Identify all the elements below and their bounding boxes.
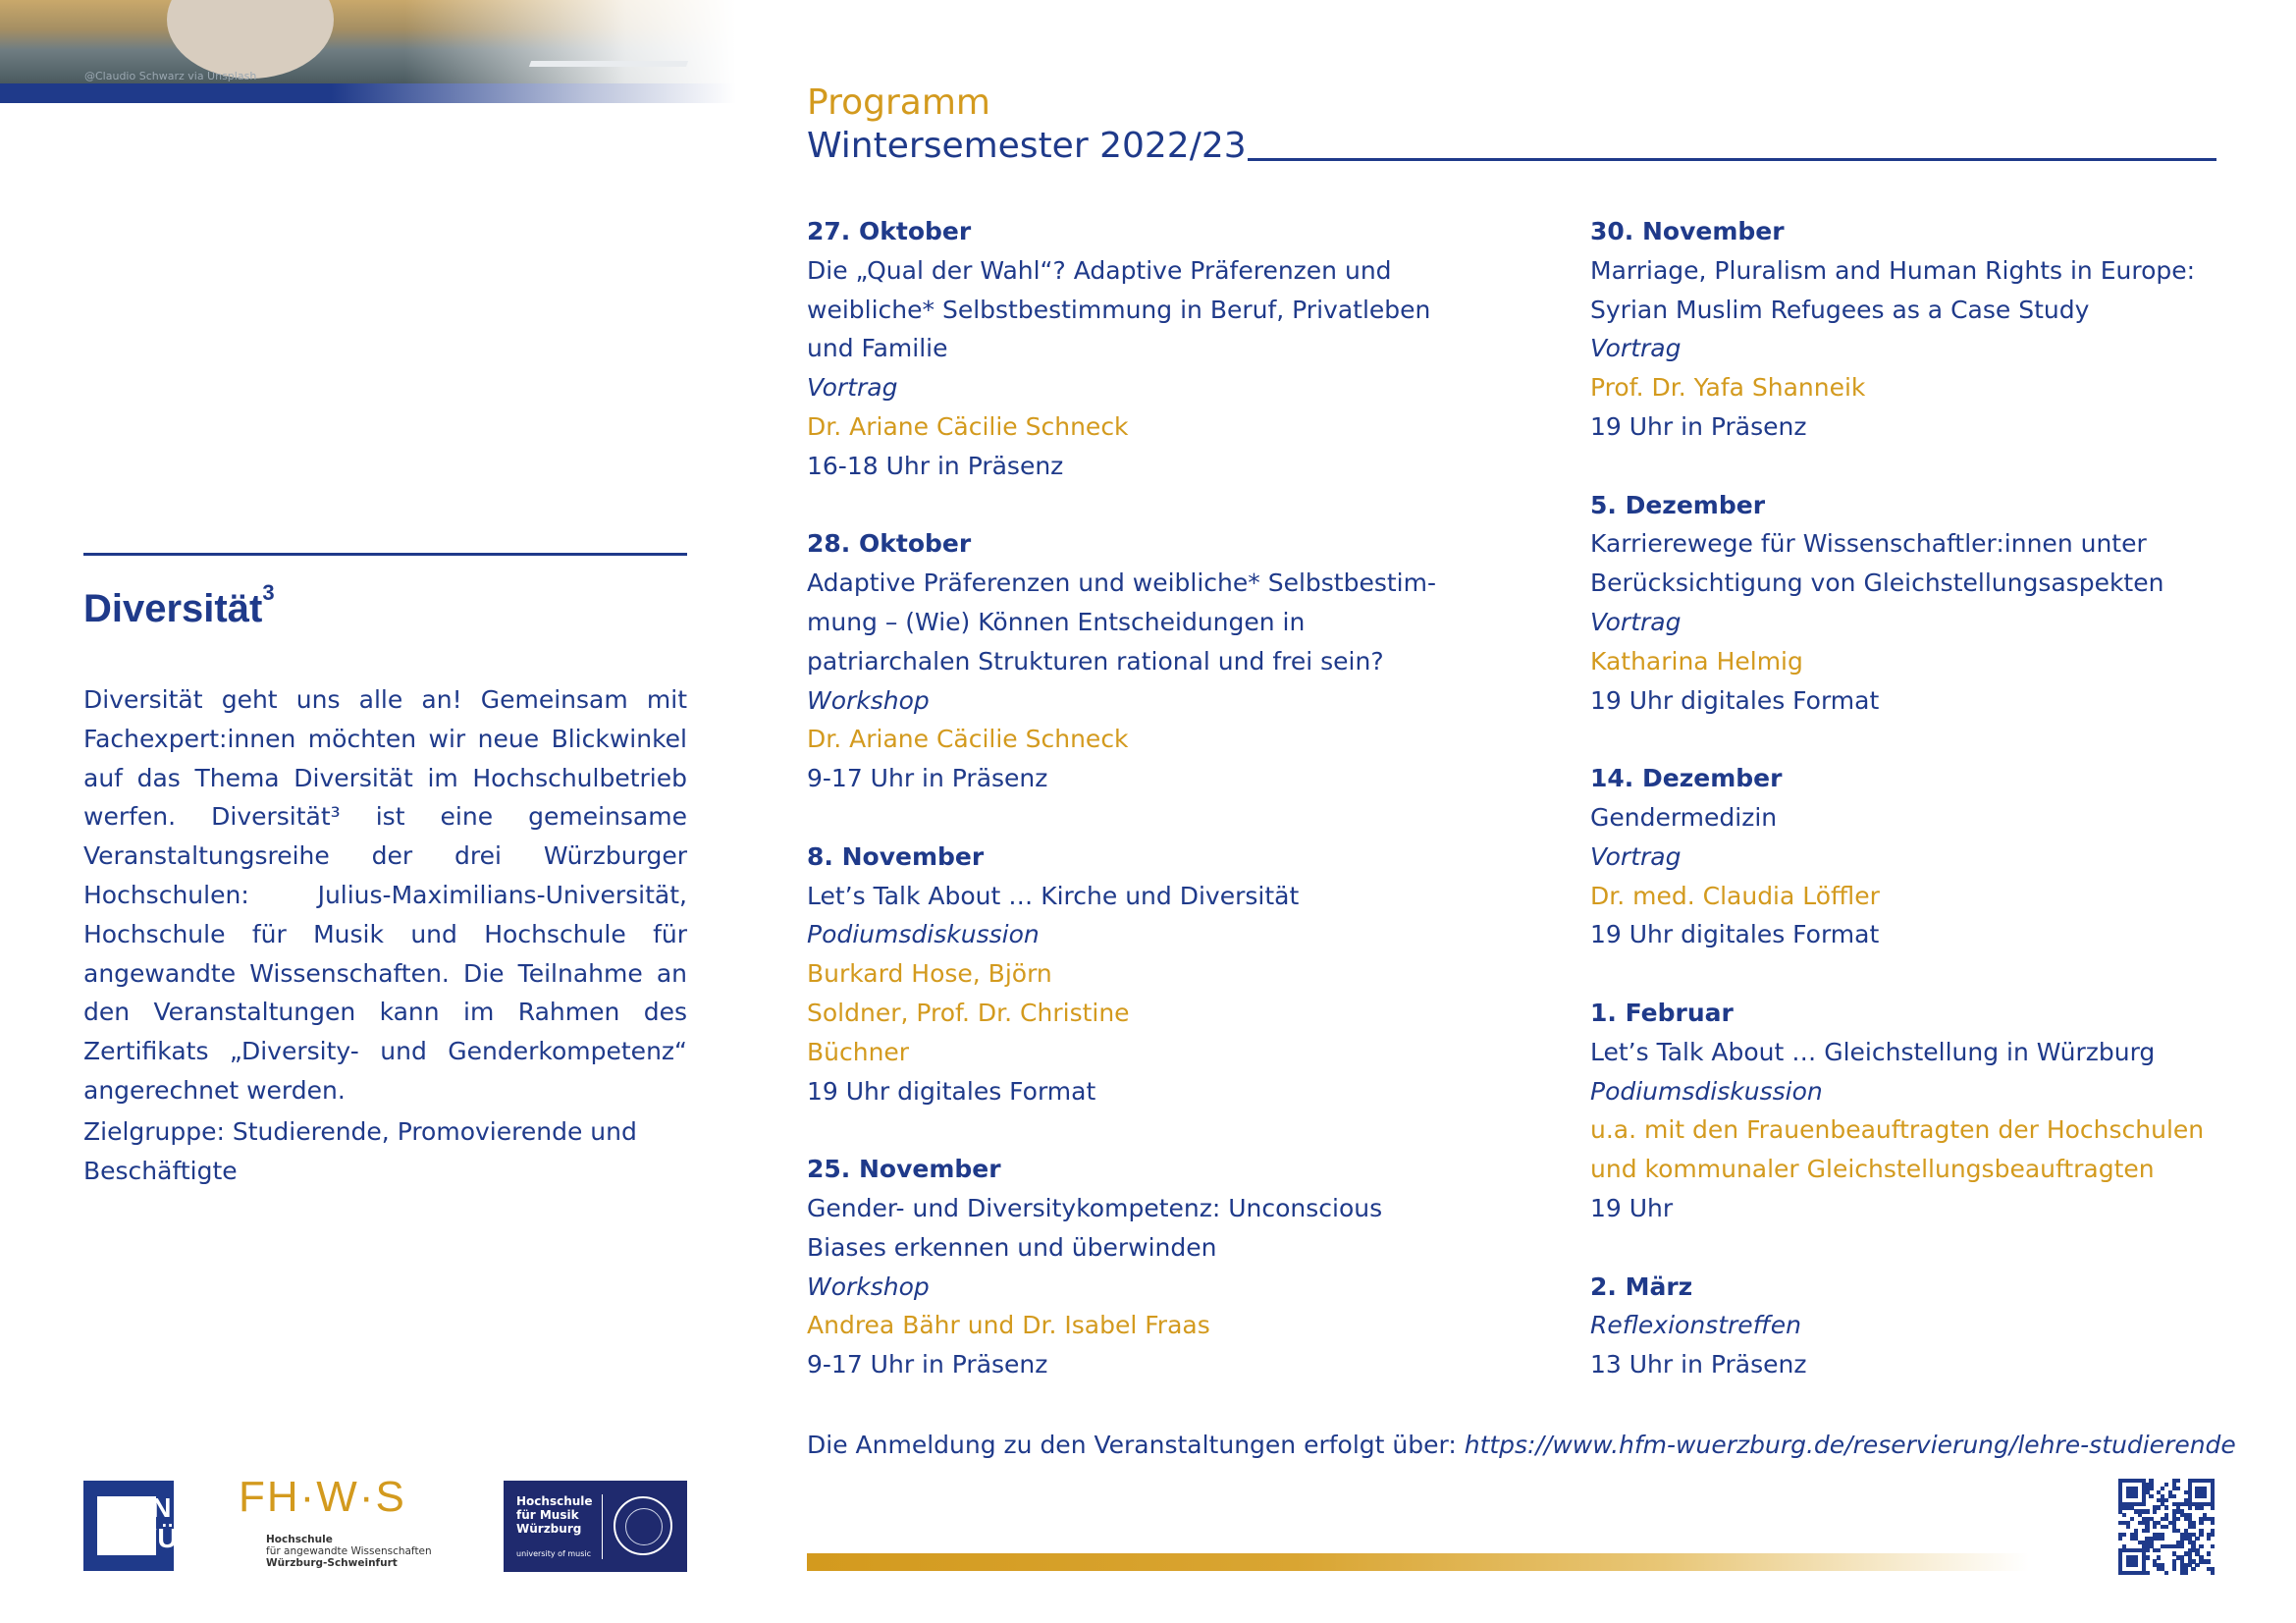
- qr-module: [2157, 1505, 2161, 1509]
- fhws-logo-mark: FH·W·S: [239, 1473, 406, 1521]
- qr-module: [2191, 1567, 2195, 1571]
- qr-module: [2188, 1505, 2192, 1509]
- event-time: 19 Uhr digitales Format: [1590, 920, 1880, 949]
- qr-module: [2157, 1548, 2161, 1552]
- qr-module: [2207, 1537, 2211, 1541]
- event-type: Workshop: [807, 1271, 930, 1301]
- event-speaker: Andrea Bähr und Dr. Isabel Fraas: [807, 1311, 1210, 1340]
- event-type: Reflexionstreffen: [1590, 1311, 1801, 1340]
- event-date: 2. März: [1590, 1271, 1693, 1301]
- event-time: 19 Uhr digitales Format: [1590, 685, 1880, 715]
- event-item: [807, 212, 1445, 486]
- qr-module: [2176, 1487, 2180, 1490]
- qr-module: [2164, 1571, 2168, 1575]
- header-photo: [0, 0, 736, 83]
- event-speaker: Katharina Helmig: [1590, 646, 1803, 676]
- qr-module: [2145, 1529, 2149, 1533]
- event-title: Gendermedizin: [1590, 802, 1778, 832]
- qr-module: [2145, 1571, 2149, 1575]
- qr-module: [2164, 1483, 2168, 1487]
- fhws-logo: [239, 1473, 445, 1576]
- event-time: 19 Uhr in Präsenz: [1590, 411, 1807, 441]
- qr-module: [2211, 1544, 2215, 1548]
- event-date: 27. Oktober: [807, 217, 972, 245]
- fhws-line-1: Hochschule: [266, 1534, 333, 1545]
- event-date: 5. Dezember: [1590, 490, 1766, 519]
- qr-module: [2195, 1537, 2199, 1541]
- program-title: Programm: [807, 82, 990, 123]
- event-item: [1590, 994, 2218, 1228]
- fhws-line-3: Würzburg-Schweinfurt: [266, 1557, 398, 1569]
- event-date: 28. Oktober: [807, 529, 972, 559]
- event-type: Vortrag: [1590, 334, 1682, 363]
- qr-module: [2122, 1513, 2126, 1517]
- event-title: Let’s Talk About … Gleichstellung in Würzburg: [1590, 1037, 2156, 1066]
- event-title: Adaptive Präferenzen und weibliche* Selbstbestimmung – (Wie) Können Entscheidungen in patriarchalen Strukturen rational und frei sein?: [807, 568, 1437, 676]
- event-date: 30. November: [1590, 217, 1785, 245]
- qr-module: [2145, 1555, 2149, 1559]
- left-divider: [83, 553, 687, 556]
- qr-module: [2149, 1494, 2153, 1498]
- qr-module: [2126, 1525, 2130, 1529]
- photo-credit: @Claudio Schwarz via Unsplash: [84, 70, 257, 82]
- event-date: 25. November: [807, 1155, 1001, 1184]
- qr-module: [2184, 1571, 2188, 1575]
- registration-text: Die Anmeldung zu den Veranstaltungen erfolgt über:: [807, 1431, 1465, 1459]
- diversity-title-text: Diversität: [83, 587, 263, 630]
- event-item: [1590, 1268, 2218, 1384]
- registration-link[interactable]: https://www.hfm-wuerzburg.de/reservierung/lehre-studierende: [1464, 1431, 2236, 1459]
- event-time: 19 Uhr digitales Format: [807, 1076, 1096, 1106]
- event-title: Gender- und Diversitykompetenz: Unconscious Biases erkennen und überwinden: [807, 1193, 1383, 1262]
- qr-module: [2211, 1571, 2215, 1575]
- qr-module: [2211, 1533, 2215, 1537]
- event-item: [1590, 212, 2218, 447]
- event-item: [1590, 759, 2218, 954]
- qr-code-icon[interactable]: [2118, 1479, 2215, 1575]
- hfm-seal-icon: [614, 1496, 672, 1555]
- event-time: 9-17 Uhr in Präsenz: [807, 764, 1048, 793]
- qr-module: [2161, 1487, 2164, 1490]
- qr-module: [2157, 1555, 2161, 1559]
- qr-module: [2199, 1505, 2203, 1509]
- event-title: Marriage, Pluralism and Human Rights in Europe: Syrian Muslim Refugees as a Case Study: [1590, 255, 2196, 324]
- qr-module: [2149, 1487, 2153, 1490]
- hfm-line-1: Hochschule: [516, 1494, 593, 1508]
- qr-module: [2142, 1502, 2146, 1506]
- photo-road-stripe: [529, 61, 688, 67]
- qr-module: [2161, 1537, 2164, 1541]
- qr-module: [2211, 1505, 2215, 1509]
- event-item: [807, 838, 1445, 1111]
- event-type: Vortrag: [1590, 841, 1682, 871]
- uni-wuerzburg-logo: [83, 1481, 182, 1571]
- footer-gold-bar: [807, 1553, 2029, 1571]
- qr-module: [2191, 1525, 2195, 1529]
- program-divider: [1248, 158, 2216, 161]
- diversity-title-superscript: 3: [262, 579, 275, 605]
- qr-module: [2164, 1498, 2168, 1502]
- event-time: 13 Uhr in Präsenz: [1590, 1350, 1807, 1380]
- target-group: Zielgruppe: Studierende, Promovierende und Beschäftigte: [83, 1117, 637, 1185]
- qr-module: [2199, 1521, 2203, 1525]
- qr-module: [2211, 1521, 2215, 1525]
- hfm-wuerzburg-logo: [504, 1481, 687, 1572]
- qr-module: [2122, 1533, 2126, 1537]
- qr-module: [2145, 1509, 2149, 1513]
- qr-module: [2176, 1517, 2180, 1521]
- qr-module: [2199, 1544, 2203, 1548]
- fhws-line-2: für angewandte Wissenschaften: [266, 1545, 432, 1557]
- event-type: Podiumsdiskussion: [1590, 1076, 1823, 1106]
- qr-module: [2134, 1563, 2138, 1567]
- event-type: Workshop: [807, 685, 930, 715]
- qr-module: [2134, 1494, 2138, 1498]
- event-speaker: Prof. Dr. Yafa Shanneik: [1590, 373, 1866, 403]
- qr-module: [2203, 1494, 2207, 1498]
- event-speaker: Dr. Ariane Cäcilie Schneck: [807, 411, 1129, 441]
- registration-note: [807, 1426, 2236, 1465]
- qr-module: [2130, 1517, 2134, 1521]
- hfm-logo-name: [516, 1494, 593, 1536]
- hfm-logo-divider: [602, 1494, 603, 1559]
- hfm-logo-uom: university of music: [516, 1549, 592, 1558]
- qr-module: [2172, 1567, 2176, 1571]
- event-date: 14. Dezember: [1590, 764, 1783, 793]
- qr-module: [2118, 1537, 2122, 1541]
- qr-module: [2164, 1525, 2168, 1529]
- qr-module: [2164, 1505, 2168, 1509]
- event-type: Podiumsdiskussion: [807, 920, 1040, 949]
- event-time: 16-18 Uhr in Präsenz: [807, 451, 1064, 480]
- event-speaker: u.a. mit den Frauenbeauftragten der Hochschulen und kommunaler Gleichstellungsbeauftragten: [1590, 1115, 2205, 1184]
- event-speaker: Burkard Hose, Björn Soldner, Prof. Dr. Christine Büchner: [807, 959, 1130, 1066]
- header-color-bar: [0, 83, 736, 103]
- event-speaker: Dr. Ariane Cäcilie Schneck: [807, 725, 1129, 754]
- event-title: Let’s Talk About … Kirche und Diversität: [807, 881, 1300, 910]
- event-title: Karrierewege für Wissenschaftler:innen unter Berücksichtigung von Gleichstellungsaspekten: [1590, 529, 2164, 598]
- event-item: [1590, 486, 2218, 721]
- qr-module: [2145, 1548, 2149, 1552]
- event-date: 8. November: [807, 841, 985, 871]
- event-title: Die „Qual der Wahl“? Adaptive Präferenzen und weibliche* Selbstbestimmung in Beruf, Privatleben und Familie: [807, 255, 1431, 363]
- event-item: [807, 524, 1445, 798]
- qr-module: [2176, 1479, 2180, 1483]
- event-date: 1. Februar: [1590, 998, 1734, 1027]
- fhws-logo-subtitle: [266, 1534, 445, 1569]
- qr-module: [2180, 1544, 2184, 1548]
- uni-logo-text: UNI WÜ: [131, 1492, 182, 1553]
- diversity-title: [83, 579, 275, 631]
- program-subtitle: Wintersemester 2022/23: [807, 126, 1247, 166]
- qr-module: [2153, 1509, 2157, 1513]
- event-type: Vortrag: [807, 373, 898, 403]
- event-speaker: Dr. med. Claudia Löffler: [1590, 881, 1880, 910]
- qr-module: [2153, 1525, 2157, 1529]
- photo-subject: [167, 0, 334, 79]
- qr-module: [2195, 1563, 2199, 1567]
- qr-module: [2199, 1533, 2203, 1537]
- event-time: 9-17 Uhr in Präsenz: [807, 1350, 1048, 1380]
- event-type: Vortrag: [1590, 607, 1682, 636]
- qr-module: [2207, 1559, 2211, 1563]
- hfm-line-3: Würzburg: [516, 1522, 582, 1536]
- qr-module: [2207, 1551, 2211, 1555]
- events-column-left: [807, 212, 1445, 1424]
- event-time: 19 Uhr: [1590, 1193, 1674, 1222]
- qr-module: [2172, 1494, 2176, 1498]
- event-item: [807, 1150, 1445, 1384]
- events-column-right: [1590, 212, 2218, 1424]
- hfm-line-2: für Musik: [516, 1508, 579, 1522]
- diversity-intro: Diversität geht uns alle an! Gemeinsam mit Fachexpert:innen möchten wir neue Blickwinkel auf das Thema Diversität im Hochschulbetrieb werfen. Diversität³ ist eine gemeinsame Veranstaltungsreihe der drei Würzburger Hochschulen: Julius-Maximilians-Universität, Hochschule für Musik und Hochschule für angewandte Wissenschaften. Die Teilnahme an den Veranstaltungen kann im Rahmen des Zertifikats „Diversity- und Genderkompetenz“ angerechnet werden.: [83, 685, 687, 1105]
